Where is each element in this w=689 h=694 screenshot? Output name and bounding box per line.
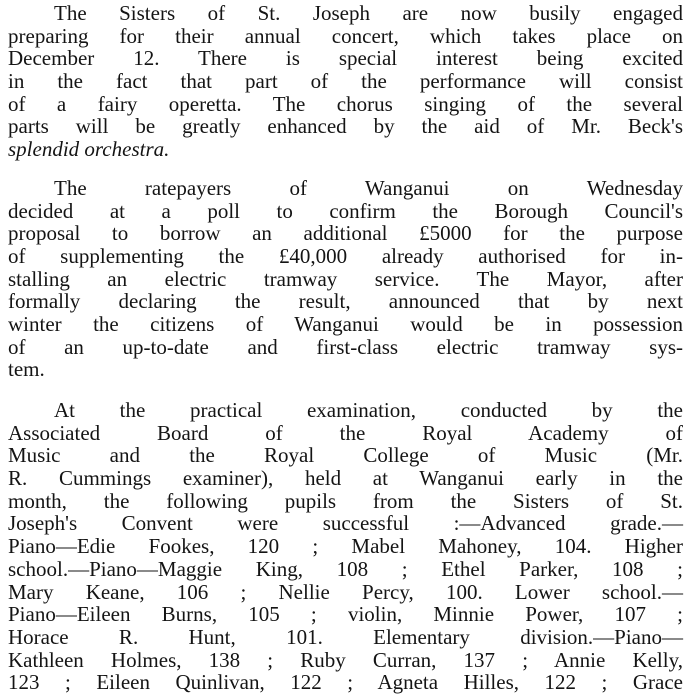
text-line: Joseph's Convent were successful :—Advanced grade.— bbox=[8, 511, 683, 536]
paragraph-gap bbox=[8, 381, 683, 399]
text-line: Kathleen Holmes, 138 ; Ruby Curran, 137 ; Annie Kelly, bbox=[8, 647, 683, 672]
paragraph-concert bbox=[8, 2, 683, 161]
text-line: 123 ; Eileen Quinlivan, 122 ; Agneta Hilles, 122 ; Grace bbox=[8, 670, 683, 694]
text-line: of a fairy operetta. The chorus singing of the several bbox=[8, 91, 683, 116]
text-line: R. Cummings examiner), held at Wanganui early in the bbox=[8, 466, 683, 491]
text-line: Mary Keane, 106 ; Nellie Percy, 100. Lower school.— bbox=[8, 579, 683, 604]
text-line: Music and the Royal College of Music (Mr. bbox=[8, 443, 683, 468]
paragraph-examination bbox=[8, 399, 683, 694]
text-line: tem. bbox=[8, 357, 45, 382]
text-line: proposal to borrow an additional £5000 for the purpose bbox=[8, 221, 683, 246]
paragraph-gap bbox=[8, 161, 683, 177]
text-line: The Sisters of St. Joseph are now busily engaged bbox=[54, 1, 683, 25]
text-line: December 12. There is special interest being excited bbox=[8, 46, 683, 71]
text-line: stalling an electric tramway service. The Mayor, after bbox=[8, 266, 683, 291]
text-line: splendid orchestra. bbox=[8, 137, 170, 162]
paragraph-tramway bbox=[8, 177, 683, 381]
text-line: of an up-to-date and first-class electric tramway sys- bbox=[8, 334, 683, 359]
text-line: decided at a poll to confirm the Borough Council's bbox=[8, 198, 683, 223]
text-line: formally declaring the result, announced that by next bbox=[8, 289, 683, 314]
text-line: Piano—Edie Fookes, 120 ; Mabel Mahoney, 104. Higher bbox=[8, 534, 683, 559]
text-line: The ratepayers of Wanganui on Wednesday bbox=[54, 175, 683, 200]
text-line: parts will be greatly enhanced by the aid of Mr. Beck's bbox=[8, 114, 683, 139]
text-line: school.—Piano—Maggie King, 108 ; Ethel Parker, 108 ; bbox=[8, 556, 683, 581]
text-line: in the fact that part of the performance will consist bbox=[8, 69, 683, 94]
newspaper-column bbox=[8, 2, 683, 694]
text-line: winter the citizens of Wanganui would be in possession bbox=[8, 311, 683, 336]
text-line: At the practical examination, conducted by the bbox=[54, 398, 683, 422]
text-line: Horace R. Hunt, 101. Elementary division.—Piano— bbox=[8, 624, 683, 649]
text-line: of supplementing the £40,000 already authorised for in- bbox=[8, 243, 683, 268]
text-line: preparing for their annual concert, which takes place on bbox=[8, 23, 683, 48]
text-line: Piano—Eileen Burns, 105 ; violin, Minnie Power, 107 ; bbox=[8, 602, 683, 627]
text-line: Associated Board of the Royal Academy of bbox=[8, 420, 683, 445]
text-line: month, the following pupils from the Sisters of St. bbox=[8, 488, 683, 513]
